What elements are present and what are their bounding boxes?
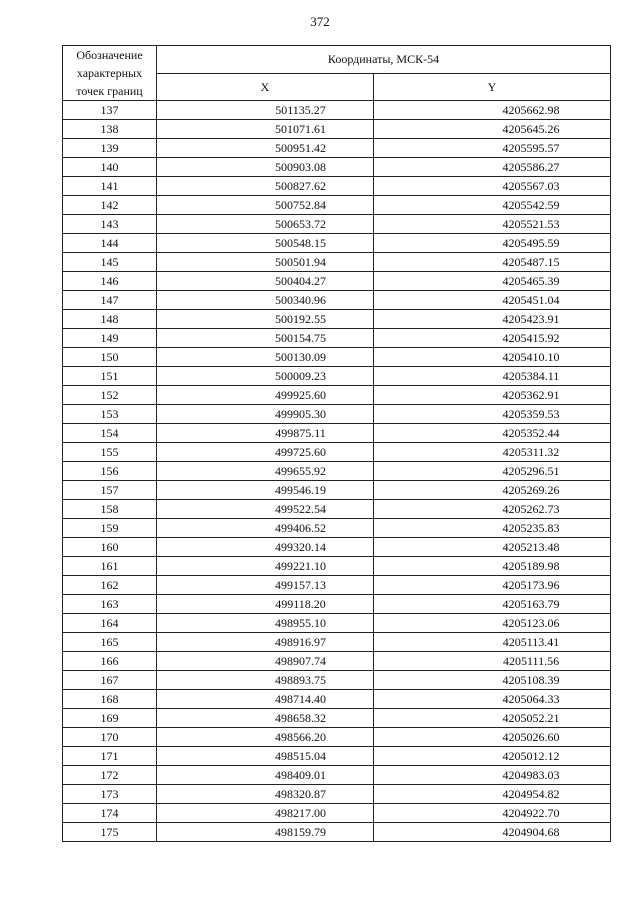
y-coordinate-value: 4205352.44 bbox=[502, 426, 560, 440]
y-coordinate-cell bbox=[374, 386, 611, 405]
y-coordinate-cell bbox=[374, 652, 611, 671]
x-coordinate-cell bbox=[157, 785, 374, 804]
y-coordinate-value: 4205521.53 bbox=[502, 217, 560, 231]
table-body bbox=[63, 101, 611, 842]
x-coordinate-cell bbox=[157, 310, 374, 329]
x-coordinate-value: 499406.52 bbox=[275, 521, 326, 535]
x-coordinate-cell bbox=[157, 234, 374, 253]
table-row bbox=[63, 823, 611, 842]
x-coordinate-cell bbox=[157, 386, 374, 405]
x-coordinate-value: 500404.27 bbox=[275, 274, 326, 288]
point-id-cell: 147 bbox=[63, 291, 157, 310]
y-coordinate-cell bbox=[374, 823, 611, 842]
point-id-cell: 154 bbox=[63, 424, 157, 443]
y-coordinate-cell bbox=[374, 405, 611, 424]
y-coordinate-value: 4204922.70 bbox=[502, 806, 560, 820]
y-coordinate-cell bbox=[374, 234, 611, 253]
point-id-cell: 158 bbox=[63, 500, 157, 519]
x-coordinate-value: 501071.61 bbox=[275, 122, 326, 136]
y-coordinate-cell bbox=[374, 804, 611, 823]
y-coordinate-cell bbox=[374, 215, 611, 234]
y-coordinate-cell bbox=[374, 101, 611, 120]
x-coordinate-value: 500827.62 bbox=[275, 179, 326, 193]
table-row bbox=[63, 367, 611, 386]
x-coordinate-cell bbox=[157, 120, 374, 139]
table-row bbox=[63, 804, 611, 823]
y-coordinate-value: 4205645.26 bbox=[502, 122, 560, 136]
table-row bbox=[63, 348, 611, 367]
y-coordinate-value: 4205052.21 bbox=[502, 711, 560, 725]
y-coordinate-cell bbox=[374, 462, 611, 481]
y-coordinate-value: 4204954.82 bbox=[502, 787, 560, 801]
x-coordinate-cell bbox=[157, 196, 374, 215]
y-coordinate-cell bbox=[374, 120, 611, 139]
point-id-cell: 166 bbox=[63, 652, 157, 671]
table-row bbox=[63, 158, 611, 177]
table-header bbox=[63, 46, 611, 101]
y-coordinate-cell bbox=[374, 139, 611, 158]
table-row bbox=[63, 329, 611, 348]
y-coordinate-cell bbox=[374, 671, 611, 690]
table-row bbox=[63, 614, 611, 633]
y-coordinate-value: 4205542.59 bbox=[502, 198, 560, 212]
point-id-cell: 146 bbox=[63, 272, 157, 291]
point-id-cell: 162 bbox=[63, 576, 157, 595]
x-coordinate-cell bbox=[157, 272, 374, 291]
x-coordinate-value: 499925.60 bbox=[275, 388, 326, 402]
x-coordinate-cell bbox=[157, 462, 374, 481]
y-coordinate-cell bbox=[374, 576, 611, 595]
x-coordinate-value: 499320.14 bbox=[275, 540, 326, 554]
point-id-cell: 138 bbox=[63, 120, 157, 139]
x-coordinate-cell bbox=[157, 424, 374, 443]
point-id-cell: 140 bbox=[63, 158, 157, 177]
x-coordinate-value: 498566.20 bbox=[275, 730, 326, 744]
table-row bbox=[63, 310, 611, 329]
y-coordinate-cell bbox=[374, 633, 611, 652]
x-coordinate-value: 498916.97 bbox=[275, 635, 326, 649]
point-id-cell: 155 bbox=[63, 443, 157, 462]
point-id-cell: 170 bbox=[63, 728, 157, 747]
x-coordinate-cell bbox=[157, 804, 374, 823]
x-coordinate-value: 500752.84 bbox=[275, 198, 326, 212]
table-row bbox=[63, 557, 611, 576]
coordinates-table bbox=[62, 45, 611, 842]
table-row bbox=[63, 633, 611, 652]
y-coordinate-value: 4205311.32 bbox=[502, 445, 560, 459]
point-id-cell: 157 bbox=[63, 481, 157, 500]
x-coordinate-cell bbox=[157, 215, 374, 234]
x-coordinate-value: 500903.08 bbox=[275, 160, 326, 174]
point-id-cell: 171 bbox=[63, 747, 157, 766]
point-id-cell: 150 bbox=[63, 348, 157, 367]
y-coordinate-value: 4205487.15 bbox=[502, 255, 560, 269]
table-row bbox=[63, 139, 611, 158]
point-id-cell: 139 bbox=[63, 139, 157, 158]
table-row bbox=[63, 690, 611, 709]
x-coordinate-cell bbox=[157, 291, 374, 310]
x-coordinate-value: 500951.42 bbox=[275, 141, 326, 155]
x-coordinate-cell bbox=[157, 500, 374, 519]
y-coordinate-cell bbox=[374, 329, 611, 348]
x-coordinate-cell bbox=[157, 481, 374, 500]
x-coordinate-value: 499905.30 bbox=[275, 407, 326, 421]
x-coordinate-cell bbox=[157, 823, 374, 842]
point-id-cell: 169 bbox=[63, 709, 157, 728]
point-id-cell: 168 bbox=[63, 690, 157, 709]
x-coordinate-value: 498893.75 bbox=[275, 673, 326, 687]
x-coordinate-value: 500653.72 bbox=[275, 217, 326, 231]
table-row bbox=[63, 766, 611, 785]
x-coordinate-value: 500009.23 bbox=[275, 369, 326, 383]
y-coordinate-cell bbox=[374, 747, 611, 766]
x-coordinate-cell bbox=[157, 405, 374, 424]
point-id-cell: 152 bbox=[63, 386, 157, 405]
y-coordinate-cell bbox=[374, 766, 611, 785]
x-coordinate-value: 498658.32 bbox=[275, 711, 326, 725]
table-row bbox=[63, 747, 611, 766]
y-coordinate-value: 4204983.03 bbox=[502, 768, 560, 782]
y-coordinate-value: 4205189.98 bbox=[502, 559, 560, 573]
y-coordinate-value: 4205410.10 bbox=[502, 350, 560, 364]
table-row bbox=[63, 785, 611, 804]
point-id-cell: 174 bbox=[63, 804, 157, 823]
y-coordinate-value: 4205113.41 bbox=[502, 635, 560, 649]
y-coordinate-cell bbox=[374, 785, 611, 804]
table-row bbox=[63, 386, 611, 405]
x-coordinate-value: 498320.87 bbox=[275, 787, 326, 801]
x-coordinate-cell bbox=[157, 329, 374, 348]
table-row bbox=[63, 709, 611, 728]
y-coordinate-cell bbox=[374, 728, 611, 747]
y-coordinate-cell bbox=[374, 557, 611, 576]
point-id-cell: 172 bbox=[63, 766, 157, 785]
y-coordinate-value: 4205423.91 bbox=[502, 312, 560, 326]
x-coordinate-value: 498515.04 bbox=[275, 749, 326, 763]
y-coordinate-value: 4205111.56 bbox=[502, 654, 560, 668]
x-coordinate-value: 500548.15 bbox=[275, 236, 326, 250]
y-coordinate-cell bbox=[374, 481, 611, 500]
x-coordinate-value: 499725.60 bbox=[275, 445, 326, 459]
y-coordinate-cell bbox=[374, 519, 611, 538]
table-row bbox=[63, 671, 611, 690]
x-coordinate-value: 498955.10 bbox=[275, 616, 326, 630]
x-coordinate-value: 499546.19 bbox=[275, 483, 326, 497]
y-coordinate-value: 4205415.92 bbox=[502, 331, 560, 345]
x-coordinate-value: 500501.94 bbox=[275, 255, 326, 269]
x-coordinate-cell bbox=[157, 709, 374, 728]
y-coordinate-value: 4205012.12 bbox=[502, 749, 560, 763]
x-coordinate-value: 498217.00 bbox=[275, 806, 326, 820]
point-id-cell: 159 bbox=[63, 519, 157, 538]
table-row bbox=[63, 538, 611, 557]
x-coordinate-cell bbox=[157, 443, 374, 462]
y-coordinate-value: 4205269.26 bbox=[502, 483, 560, 497]
y-coordinate-value: 4205362.91 bbox=[502, 388, 560, 402]
y-coordinate-value: 4205064.33 bbox=[502, 692, 560, 706]
x-coordinate-value: 498159.79 bbox=[275, 825, 326, 839]
table-row bbox=[63, 234, 611, 253]
x-coordinate-value: 501135.27 bbox=[275, 103, 326, 117]
x-coordinate-cell bbox=[157, 177, 374, 196]
y-coordinate-value: 4205567.03 bbox=[502, 179, 560, 193]
x-coordinate-cell bbox=[157, 728, 374, 747]
y-coordinate-cell bbox=[374, 272, 611, 291]
x-coordinate-cell bbox=[157, 576, 374, 595]
table-row bbox=[63, 405, 611, 424]
x-coordinate-value: 498907.74 bbox=[275, 654, 326, 668]
page-number: 372 bbox=[310, 14, 330, 29]
table-row bbox=[63, 481, 611, 500]
point-id-cell: 141 bbox=[63, 177, 157, 196]
point-id-cell: 142 bbox=[63, 196, 157, 215]
point-id-cell: 145 bbox=[63, 253, 157, 272]
x-coordinate-value: 499875.11 bbox=[275, 426, 326, 440]
y-coordinate-cell bbox=[374, 690, 611, 709]
point-id-cell: 164 bbox=[63, 614, 157, 633]
y-coordinate-cell bbox=[374, 367, 611, 386]
x-coordinate-value: 500154.75 bbox=[275, 331, 326, 345]
point-id-cell: 163 bbox=[63, 595, 157, 614]
y-coordinate-cell bbox=[374, 424, 611, 443]
table-row bbox=[63, 576, 611, 595]
table-row bbox=[63, 120, 611, 139]
x-coordinate-cell bbox=[157, 253, 374, 272]
table-row bbox=[63, 215, 611, 234]
x-coordinate-value: 498409.01 bbox=[275, 768, 326, 782]
x-coordinate-value: 500192.55 bbox=[275, 312, 326, 326]
y-coordinate-value: 4205495.59 bbox=[502, 236, 560, 250]
x-coordinate-cell bbox=[157, 595, 374, 614]
point-id-cell: 156 bbox=[63, 462, 157, 481]
y-coordinate-value: 4205662.98 bbox=[502, 103, 560, 117]
x-coordinate-cell bbox=[157, 348, 374, 367]
point-id-cell: 167 bbox=[63, 671, 157, 690]
point-id-cell: 175 bbox=[63, 823, 157, 842]
y-coordinate-cell bbox=[374, 158, 611, 177]
x-coordinate-value: 499655.92 bbox=[275, 464, 326, 478]
table-row bbox=[63, 101, 611, 120]
x-coordinate-cell bbox=[157, 519, 374, 538]
y-coordinate-value: 4205163.79 bbox=[502, 597, 560, 611]
x-coordinate-value: 500130.09 bbox=[275, 350, 326, 364]
y-coordinate-value: 4205296.51 bbox=[502, 464, 560, 478]
x-coordinate-cell bbox=[157, 367, 374, 386]
point-id-cell: 148 bbox=[63, 310, 157, 329]
x-coordinate-cell bbox=[157, 139, 374, 158]
x-coordinate-cell bbox=[157, 633, 374, 652]
table-row bbox=[63, 177, 611, 196]
x-coordinate-cell bbox=[157, 690, 374, 709]
y-coordinate-value: 4205586.27 bbox=[502, 160, 560, 174]
y-coordinate-cell bbox=[374, 443, 611, 462]
y-coordinate-cell bbox=[374, 595, 611, 614]
coordinate-system-header: Координаты, МСК-54 bbox=[157, 46, 611, 74]
y-coordinate-value: 4205235.83 bbox=[502, 521, 560, 535]
y-coordinate-value: 4205026.60 bbox=[502, 730, 560, 744]
x-coordinate-cell bbox=[157, 747, 374, 766]
y-coordinate-value: 4205465.39 bbox=[502, 274, 560, 288]
y-coordinate-value: 4205359.53 bbox=[502, 407, 560, 421]
point-id-cell: 151 bbox=[63, 367, 157, 386]
x-coordinate-value: 499522.54 bbox=[275, 502, 326, 516]
designation-header: Обозначение характерных точек границ bbox=[63, 46, 157, 101]
y-coordinate-cell bbox=[374, 614, 611, 633]
x-coordinate-value: 499221.10 bbox=[275, 559, 326, 573]
y-coordinate-value: 4205213.48 bbox=[502, 540, 560, 554]
table-row bbox=[63, 728, 611, 747]
table-row bbox=[63, 519, 611, 538]
y-coordinate-cell bbox=[374, 253, 611, 272]
point-id-cell: 144 bbox=[63, 234, 157, 253]
y-coordinate-cell bbox=[374, 538, 611, 557]
x-coordinate-value: 498714.40 bbox=[275, 692, 326, 706]
x-coordinate-cell bbox=[157, 652, 374, 671]
point-id-cell: 143 bbox=[63, 215, 157, 234]
y-coordinate-value: 4205173.96 bbox=[502, 578, 560, 592]
table-row bbox=[63, 196, 611, 215]
table-row bbox=[63, 424, 611, 443]
y-coordinate-cell bbox=[374, 500, 611, 519]
x-coordinate-cell bbox=[157, 557, 374, 576]
table-row bbox=[63, 462, 611, 481]
y-coordinate-value: 4205262.73 bbox=[502, 502, 560, 516]
table-row bbox=[63, 652, 611, 671]
y-coordinate-cell bbox=[374, 291, 611, 310]
point-id-cell: 165 bbox=[63, 633, 157, 652]
point-id-cell: 153 bbox=[63, 405, 157, 424]
x-coordinate-value: 500340.96 bbox=[275, 293, 326, 307]
point-id-cell: 137 bbox=[63, 101, 157, 120]
y-coordinate-cell bbox=[374, 177, 611, 196]
table-row bbox=[63, 291, 611, 310]
table-row bbox=[63, 253, 611, 272]
table-row bbox=[63, 500, 611, 519]
y-coordinate-value: 4205123.06 bbox=[502, 616, 560, 630]
y-coordinate-cell bbox=[374, 348, 611, 367]
x-coordinate-cell bbox=[157, 538, 374, 557]
x-coordinate-value: 499118.20 bbox=[275, 597, 326, 611]
y-column-header: Y bbox=[374, 73, 611, 101]
point-id-cell: 161 bbox=[63, 557, 157, 576]
y-coordinate-value: 4205451.04 bbox=[502, 293, 560, 307]
x-coordinate-cell bbox=[157, 614, 374, 633]
y-coordinate-value: 4205384.11 bbox=[502, 369, 560, 383]
point-id-cell: 173 bbox=[63, 785, 157, 804]
x-coordinate-cell bbox=[157, 671, 374, 690]
table-row bbox=[63, 272, 611, 291]
point-id-cell: 160 bbox=[63, 538, 157, 557]
y-coordinate-cell bbox=[374, 709, 611, 728]
x-coordinate-cell bbox=[157, 766, 374, 785]
y-coordinate-value: 4205595.57 bbox=[502, 141, 560, 155]
x-column-header: X bbox=[157, 73, 374, 101]
x-coordinate-cell bbox=[157, 158, 374, 177]
table-row bbox=[63, 595, 611, 614]
table-row bbox=[63, 443, 611, 462]
y-coordinate-cell bbox=[374, 310, 611, 329]
x-coordinate-cell bbox=[157, 101, 374, 120]
x-coordinate-value: 499157.13 bbox=[275, 578, 326, 592]
point-id-cell: 149 bbox=[63, 329, 157, 348]
y-coordinate-cell bbox=[374, 196, 611, 215]
y-coordinate-value: 4205108.39 bbox=[502, 673, 560, 687]
y-coordinate-value: 4204904.68 bbox=[502, 825, 560, 839]
